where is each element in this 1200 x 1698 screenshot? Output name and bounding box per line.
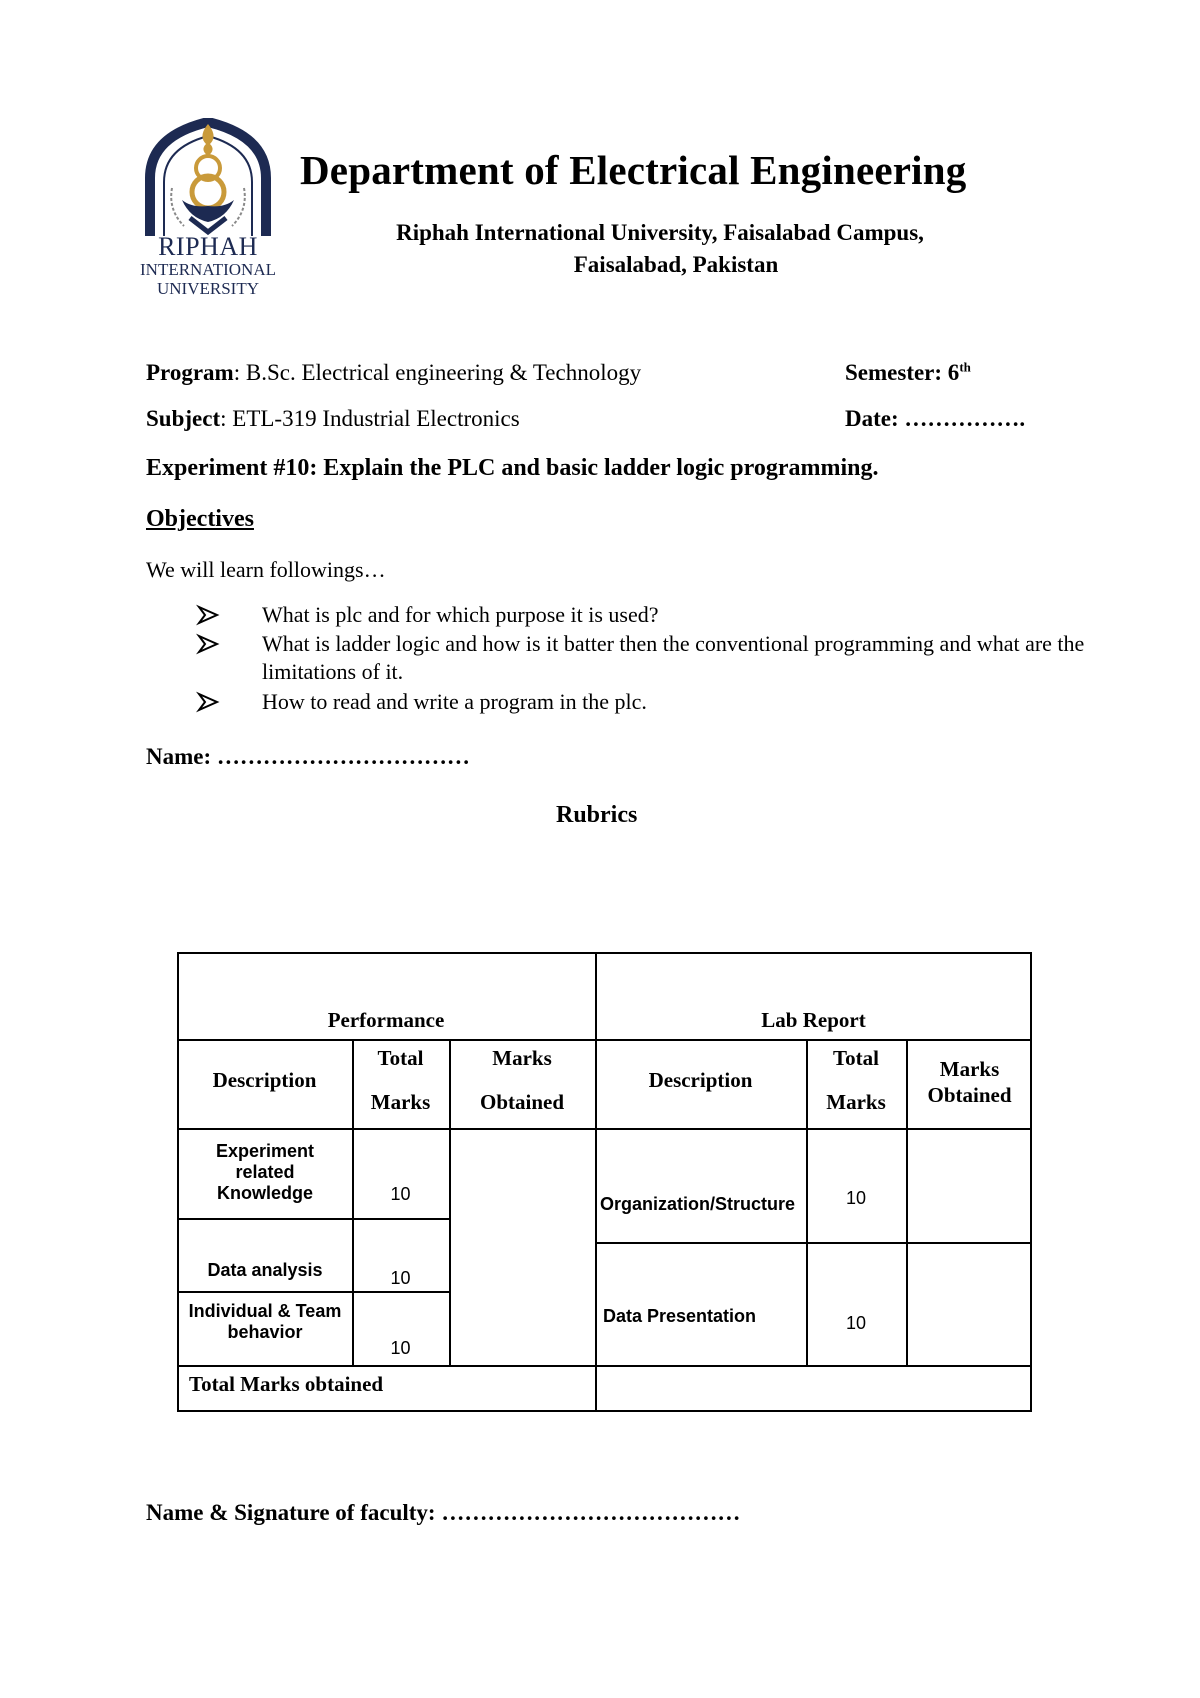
- lab-row-total: 10: [845, 1313, 867, 1333]
- objectives-heading: Objectives: [146, 506, 254, 532]
- logo-word-international: INTERNATIONAL: [140, 260, 276, 279]
- table-line: [449, 1039, 451, 1367]
- objective-item: [196, 688, 1096, 716]
- subject-value: : ETL-319 Industrial Electronics: [220, 406, 520, 431]
- objective-item: [196, 630, 1096, 686]
- arrow-bullet-icon: [196, 601, 220, 629]
- date-row: [845, 406, 1025, 432]
- lab-col-marks-obtained: Marks Obtained: [927, 1057, 1012, 1107]
- table-line: [177, 1218, 449, 1220]
- semester-row: [845, 360, 971, 386]
- col-marks-obtained-top: Marks: [492, 1046, 552, 1070]
- department-title: Department of Electrical Engineering: [300, 147, 967, 193]
- table-line: [177, 1291, 449, 1293]
- col-marks: Marks: [370, 1090, 431, 1114]
- logo-emblem: [128, 118, 288, 236]
- university-line-2: Faisalabad, Pakistan: [573, 252, 779, 277]
- lab-row-description: Data Presentation: [603, 1306, 757, 1326]
- performance-header: Performance: [327, 1008, 445, 1032]
- table-line: [177, 1039, 1032, 1041]
- lab-col-description: Description: [648, 1068, 753, 1092]
- objectives-intro: We will learn followings…: [146, 557, 386, 582]
- program-value: : B.Sc. Electrical engineering & Technology: [233, 360, 642, 385]
- faculty-signature-field: Name & Signature of faculty: …………………………………: [146, 1500, 741, 1525]
- logo-word-university: UNIVERSITY: [157, 279, 259, 298]
- objective-text: What is plc and for which purpose it is used?: [262, 602, 659, 627]
- student-name-field: Name: ……………………………: [146, 744, 470, 769]
- objective-text: What is ladder logic and how is it batter then the conventional programming and what are the limitations of it.: [262, 631, 1085, 684]
- arrow-bullet-icon: [196, 630, 220, 658]
- col-obtained: Obtained: [479, 1090, 565, 1114]
- performance-row-total: 10: [390, 1338, 411, 1358]
- lab-report-header: Lab Report: [761, 1008, 866, 1032]
- performance-row-description: Individual & Team behavior: [188, 1301, 342, 1342]
- table-border-top: [177, 952, 1032, 954]
- rubrics-table: [177, 952, 1032, 1412]
- table-line: [595, 1242, 1032, 1244]
- logo-word-riphah: RIPHAH: [158, 232, 258, 261]
- lab-row-total: 10: [845, 1188, 867, 1208]
- semester-sup: th: [959, 359, 971, 375]
- rubrics-heading: Rubrics: [556, 802, 638, 828]
- lab-row-description: Organization/Structure: [600, 1194, 796, 1214]
- col-total: Total: [377, 1046, 424, 1070]
- table-line: [177, 1128, 1032, 1130]
- performance-row-total: 10: [390, 1268, 411, 1288]
- objective-text: How to read and write a program in the plc.: [262, 689, 647, 714]
- table-border-bottom: [177, 1410, 1032, 1412]
- subject-row: [146, 406, 520, 432]
- table-line: [177, 1365, 1032, 1367]
- col-description: Description: [212, 1068, 317, 1092]
- lab-col-marks: Marks: [826, 1090, 886, 1114]
- lab-col-total: Total: [833, 1046, 879, 1070]
- subject-label: Subject: [146, 406, 221, 431]
- experiment-title: Experiment #10: Explain the PLC and basic ladder logic programming.: [146, 455, 879, 481]
- date-label: Date: …………….: [845, 406, 1026, 431]
- performance-row-total: 10: [390, 1184, 411, 1204]
- objective-item: [196, 601, 1096, 629]
- semester-label: Semester: 6: [845, 360, 960, 385]
- total-marks-label: Total Marks obtained: [189, 1372, 384, 1396]
- performance-row-description: Experiment related Knowledge: [215, 1141, 315, 1203]
- program-label: Program: [146, 360, 234, 385]
- university-line-1: Riphah International University, Faisalabad Campus,: [396, 220, 924, 245]
- table-line: [906, 1039, 908, 1367]
- university-logo: [128, 118, 288, 298]
- performance-row-description: Data analysis: [207, 1260, 323, 1280]
- program-row: [146, 360, 641, 386]
- arrow-bullet-icon: [196, 688, 220, 716]
